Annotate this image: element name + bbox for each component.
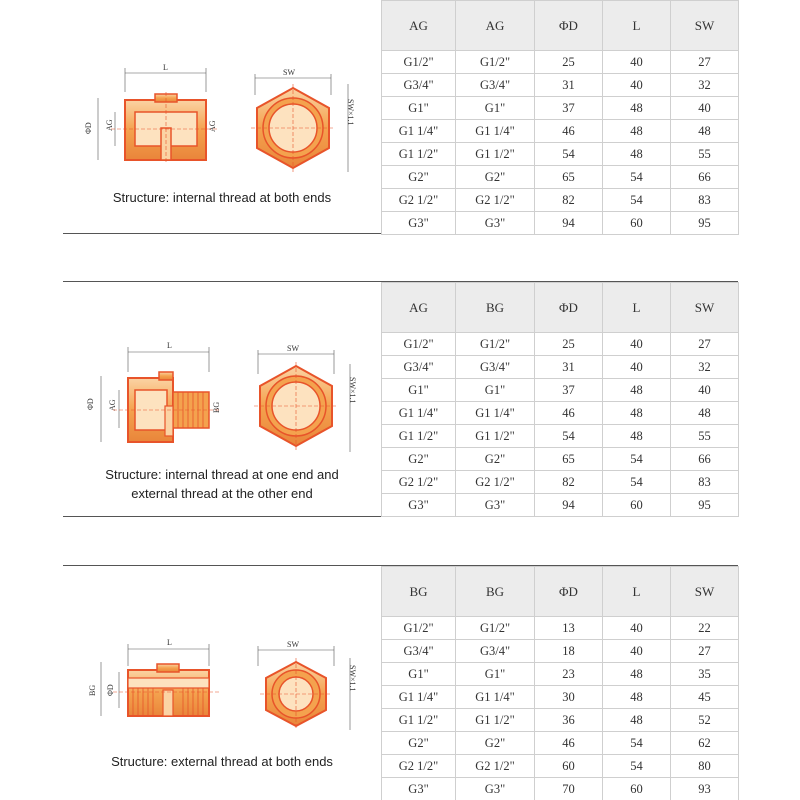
table-cell: 55: [671, 425, 739, 448]
table-cell: G1 1/4": [382, 120, 456, 143]
header-cell: SW: [671, 283, 739, 333]
table-cell: 36: [535, 709, 603, 732]
table-cell: G1 1/2": [456, 143, 535, 166]
table-cell: 31: [535, 74, 603, 97]
table-cell: 48: [603, 425, 671, 448]
table-cell: 48: [603, 402, 671, 425]
table-cell: G1": [382, 379, 456, 402]
table-cell: 83: [671, 471, 739, 494]
table-cell: 54: [535, 143, 603, 166]
table-cell: G1/2": [382, 333, 456, 356]
header-cell: L: [603, 283, 671, 333]
table-cell: G1 1/4": [456, 402, 535, 425]
diameter-label: ΦD: [86, 398, 95, 410]
table-cell: 66: [671, 166, 739, 189]
table-cell: 48: [603, 663, 671, 686]
header-cell: AG: [382, 283, 456, 333]
table-cell: 65: [535, 166, 603, 189]
structure-caption: [63, 465, 381, 503]
header-cell: BG: [456, 567, 535, 617]
table-cell: 60: [603, 212, 671, 235]
table-row: [382, 97, 739, 120]
table-cell: G1 1/4": [456, 120, 535, 143]
table-cell: G1 1/2": [382, 143, 456, 166]
table-row: [382, 494, 739, 517]
table-cell: G1": [456, 663, 535, 686]
table-cell: 94: [535, 494, 603, 517]
table-cell: G3/4": [382, 74, 456, 97]
table-cell: G3/4": [456, 640, 535, 663]
table-cell: G1": [382, 663, 456, 686]
table-cell: 40: [603, 74, 671, 97]
table-cell: G1/2": [456, 333, 535, 356]
table-cell: 27: [671, 333, 739, 356]
table-cell: 95: [671, 494, 739, 517]
table-cell: 48: [603, 686, 671, 709]
header-cell: ΦD: [535, 283, 603, 333]
table-cell: G3": [382, 778, 456, 800]
table-cell: G3": [456, 778, 535, 800]
table-cell: 48: [671, 402, 739, 425]
table-cell: 52: [671, 709, 739, 732]
table-cell: G1 1/2": [456, 709, 535, 732]
table-cell: 32: [671, 356, 739, 379]
header-cell: BG: [456, 283, 535, 333]
table-cell: G1": [382, 97, 456, 120]
fitting-drawings: [63, 566, 381, 746]
header-cell: ΦD: [535, 1, 603, 51]
diagram-panel: [63, 566, 381, 800]
spec-section-external-both: [63, 565, 738, 800]
table-row: [382, 617, 739, 640]
table-cell: 60: [535, 755, 603, 778]
table-row: [382, 143, 739, 166]
caption-line: Structure: internal thread at both ends: [112, 190, 332, 205]
length-label: L: [167, 638, 172, 647]
spec-table: [381, 282, 739, 517]
table-cell: 54: [603, 166, 671, 189]
spec-section-internal-both: [63, 0, 738, 234]
table-cell: 37: [535, 97, 603, 120]
table-row: [382, 425, 739, 448]
hex-label: SW: [287, 640, 299, 649]
table-cell: G1 1/4": [456, 686, 535, 709]
table-cell: G3": [382, 494, 456, 517]
table-cell: G2": [456, 166, 535, 189]
left-thread-label: AG: [108, 399, 117, 411]
table-cell: 48: [603, 709, 671, 732]
hex-corner-label: SW×1.1: [348, 665, 357, 692]
table-cell: G2": [382, 448, 456, 471]
table-cell: 46: [535, 732, 603, 755]
table-row: [382, 663, 739, 686]
table-cell: G1": [456, 379, 535, 402]
table-body: [382, 617, 739, 800]
table-row: [382, 448, 739, 471]
table-cell: G3": [456, 494, 535, 517]
table-cell: 65: [535, 448, 603, 471]
table-cell: 54: [603, 755, 671, 778]
table-cell: G3/4": [456, 74, 535, 97]
table-cell: G2": [382, 166, 456, 189]
end-view-drawing: [251, 68, 355, 172]
structure-caption: [63, 752, 381, 771]
length-label: L: [163, 63, 168, 72]
right-thread-label: AG: [208, 120, 217, 132]
table-header-row: [382, 567, 739, 617]
spec-table: [381, 566, 739, 800]
table-cell: 70: [535, 778, 603, 800]
table-cell: 25: [535, 51, 603, 74]
table-cell: 62: [671, 732, 739, 755]
table-cell: 48: [603, 97, 671, 120]
table-cell: 40: [603, 617, 671, 640]
table-cell: 54: [535, 425, 603, 448]
table-cell: G3/4": [382, 356, 456, 379]
table-cell: G3/4": [382, 640, 456, 663]
table-cell: 22: [671, 617, 739, 640]
diagram-panel: [63, 282, 381, 516]
caption-line: Structure: internal thread at one end and: [105, 467, 339, 482]
header-cell: AG: [382, 1, 456, 51]
table-cell: 46: [535, 402, 603, 425]
table-cell: 94: [535, 212, 603, 235]
table-cell: 55: [671, 143, 739, 166]
table-row: [382, 166, 739, 189]
structure-caption: [63, 188, 381, 207]
table-cell: 40: [671, 379, 739, 402]
table-cell: G1 1/2": [382, 709, 456, 732]
table-cell: 60: [603, 778, 671, 800]
hex-label: SW: [287, 344, 299, 353]
hex-corner-label: SW×1.1: [348, 377, 357, 404]
right-thread-label: BG: [212, 401, 221, 413]
header-cell: AG: [456, 1, 535, 51]
table-cell: 54: [603, 732, 671, 755]
table-cell: G2": [382, 732, 456, 755]
table-cell: G1/2": [456, 51, 535, 74]
table-cell: 32: [671, 74, 739, 97]
table-cell: 48: [671, 120, 739, 143]
table-cell: 83: [671, 189, 739, 212]
table-cell: G1 1/2": [456, 425, 535, 448]
table-cell: G2 1/2": [456, 189, 535, 212]
table-cell: 27: [671, 51, 739, 74]
table-cell: 40: [671, 97, 739, 120]
diameter-label: ΦD: [84, 122, 93, 134]
table-row: [382, 379, 739, 402]
table-cell: 31: [535, 356, 603, 379]
table-cell: 27: [671, 640, 739, 663]
diagram-panel: [63, 0, 381, 233]
table-body: [382, 333, 739, 517]
table-cell: 93: [671, 778, 739, 800]
table-row: [382, 74, 739, 97]
table-cell: G2": [456, 448, 535, 471]
left-thread-label: BG: [88, 684, 97, 696]
spec-table: [381, 0, 739, 235]
table-row: [382, 778, 739, 800]
table-cell: G2 1/2": [382, 189, 456, 212]
table-cell: 23: [535, 663, 603, 686]
table-cell: G2": [456, 732, 535, 755]
table-cell: 18: [535, 640, 603, 663]
table-cell: 54: [603, 471, 671, 494]
table-cell: 54: [603, 189, 671, 212]
table-header-row: [382, 283, 739, 333]
caption-line: external thread at the other end: [131, 486, 313, 501]
fitting-drawings: [63, 0, 381, 180]
table-cell: G1/2": [456, 617, 535, 640]
header-cell: L: [603, 567, 671, 617]
table-cell: G1/2": [382, 51, 456, 74]
header-cell: SW: [671, 567, 739, 617]
end-view-drawing: [254, 344, 357, 452]
table-cell: G2 1/2": [456, 471, 535, 494]
table-row: [382, 732, 739, 755]
end-view-drawing: [258, 640, 357, 730]
table-row: [382, 686, 739, 709]
table-row: [382, 356, 739, 379]
table-cell: G3/4": [456, 356, 535, 379]
header-cell: BG: [382, 567, 456, 617]
table-row: [382, 640, 739, 663]
side-view-drawing: [86, 341, 221, 442]
table-row: [382, 709, 739, 732]
header-cell: ΦD: [535, 567, 603, 617]
table-cell: 25: [535, 333, 603, 356]
table-cell: G3": [456, 212, 535, 235]
caption-line: Structure: external thread at both ends: [111, 754, 333, 769]
table-cell: G3": [382, 212, 456, 235]
length-label: L: [167, 341, 172, 350]
hex-label: SW: [283, 68, 295, 77]
header-cell: SW: [671, 1, 739, 51]
table-cell: 40: [603, 640, 671, 663]
table-cell: G1": [456, 97, 535, 120]
table-cell: 66: [671, 448, 739, 471]
table-cell: 48: [603, 143, 671, 166]
table-cell: 45: [671, 686, 739, 709]
table-cell: 48: [603, 120, 671, 143]
table-cell: 40: [603, 333, 671, 356]
table-row: [382, 51, 739, 74]
table-header-row: [382, 1, 739, 51]
table-cell: 82: [535, 189, 603, 212]
table-cell: 46: [535, 120, 603, 143]
table-cell: 35: [671, 663, 739, 686]
table-row: [382, 120, 739, 143]
header-cell: L: [603, 1, 671, 51]
diameter-label: ΦD: [106, 684, 115, 696]
table-cell: G2 1/2": [456, 755, 535, 778]
table-cell: 30: [535, 686, 603, 709]
table-row: [382, 755, 739, 778]
table-cell: G1 1/4": [382, 686, 456, 709]
fitting-drawings: [63, 282, 381, 457]
table-cell: 40: [603, 51, 671, 74]
hex-corner-label: SW×1.1: [346, 99, 355, 126]
table-cell: 37: [535, 379, 603, 402]
table-row: [382, 402, 739, 425]
left-thread-label: AG: [105, 119, 114, 131]
table-body: [382, 51, 739, 235]
side-view-drawing: [84, 63, 219, 164]
table-cell: G2 1/2": [382, 471, 456, 494]
table-cell: 80: [671, 755, 739, 778]
table-cell: 48: [603, 379, 671, 402]
table-cell: 95: [671, 212, 739, 235]
table-cell: 54: [603, 448, 671, 471]
table-cell: 40: [603, 356, 671, 379]
table-cell: G1/2": [382, 617, 456, 640]
table-cell: 60: [603, 494, 671, 517]
table-cell: G1 1/4": [382, 402, 456, 425]
table-cell: 82: [535, 471, 603, 494]
table-cell: G1 1/2": [382, 425, 456, 448]
spec-section-internal-external: [63, 281, 738, 517]
table-row: [382, 333, 739, 356]
side-view-drawing: [88, 638, 221, 716]
table-row: [382, 189, 739, 212]
table-cell: 13: [535, 617, 603, 640]
table-cell: G2 1/2": [382, 755, 456, 778]
table-row: [382, 471, 739, 494]
table-row: [382, 212, 739, 235]
